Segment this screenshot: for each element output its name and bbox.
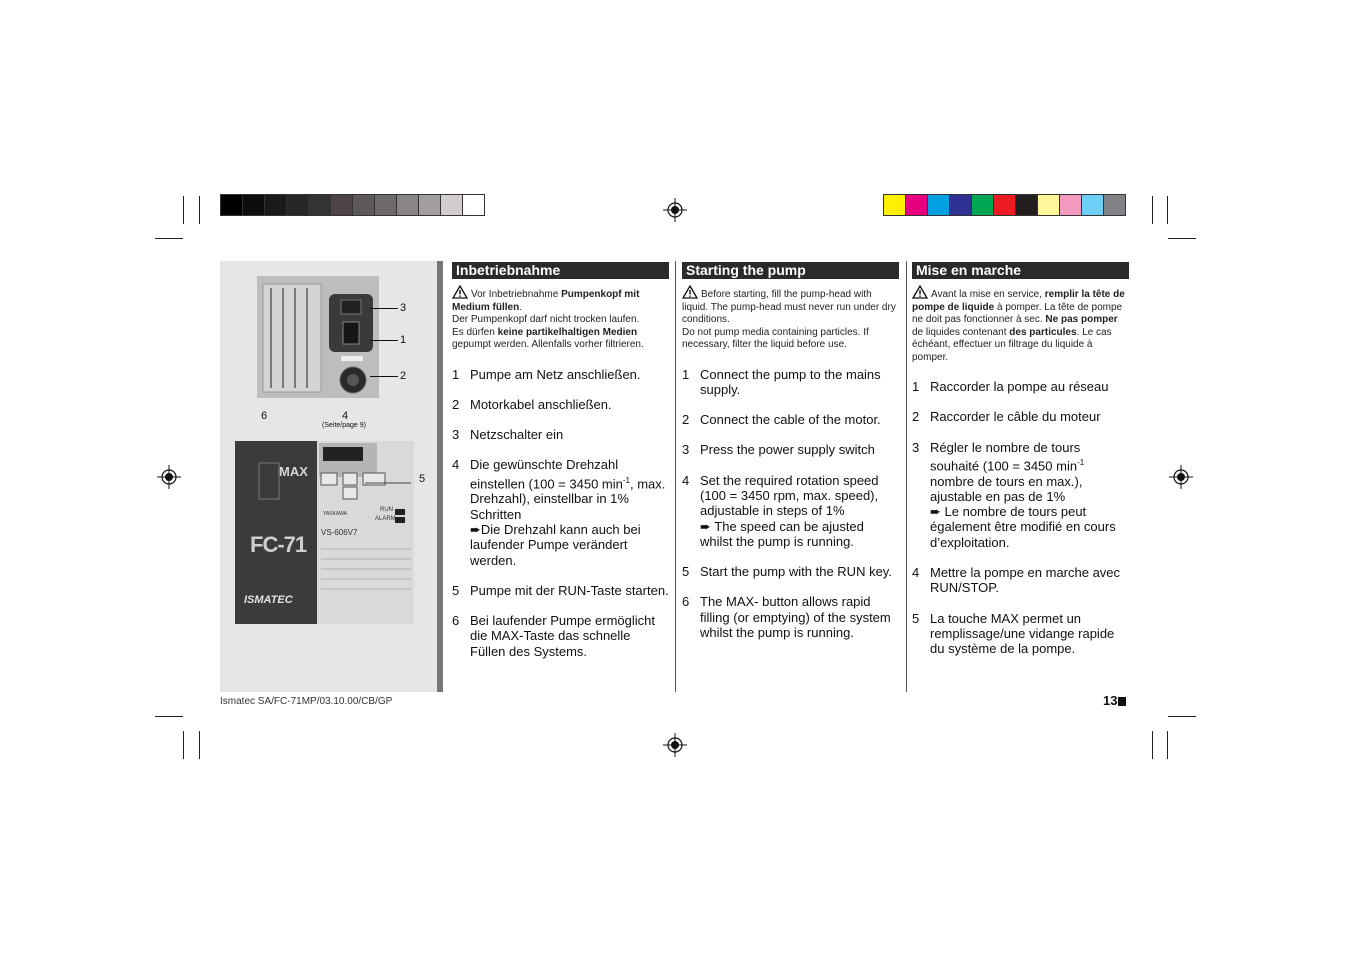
warning-text: Vor Inbetriebnahme: [471, 289, 562, 300]
column-english: [682, 262, 899, 655]
color-swatch: [418, 194, 441, 216]
step-number: 4: [682, 472, 690, 488]
list-item: [682, 442, 899, 457]
page-number-text: 13: [1103, 693, 1118, 708]
footer-doc-id: Ismatec SA/FC-71MP/03.10.00/CB/GP: [220, 696, 393, 707]
list-item: [912, 565, 1129, 596]
crop-mark: [155, 238, 183, 239]
color-swatch: [905, 194, 928, 216]
section-heading: Mise en marche: [912, 262, 1129, 279]
step-number: 2: [912, 409, 920, 425]
step-text: Die gewünschte Drehzahl einstellen (100 = 3450 min: [470, 457, 623, 492]
crop-mark: [1152, 731, 1153, 759]
step-text: Pumpe mit der RUN-Taste starten.: [470, 582, 669, 598]
step-text: The MAX- button allows rapid filling (or emptying) of the system whilst the pump is running.: [700, 594, 891, 641]
step-text: Mettre la pompe en marche avec RUN/STOP.: [930, 565, 1121, 596]
step-number: 3: [682, 442, 690, 458]
device-max-label: MAX: [279, 464, 308, 479]
step-text: Set the required rotation speed (100 = 3450 rpm, max. speed), adjustable in steps of 1%: [700, 472, 879, 519]
callout-4-note: (Seite/page 9): [322, 422, 366, 429]
crop-mark: [1168, 238, 1196, 239]
color-swatch: [286, 194, 309, 216]
step-text: Connect the pump to the mains supply.: [700, 366, 881, 397]
crop-mark: [1167, 196, 1168, 224]
list-item: [452, 457, 669, 567]
warning-text: Do not pump media containing particles. If necessary, filter the liquid before use.: [682, 326, 869, 350]
step-number: 6: [682, 594, 690, 610]
step-text: La touche MAX permet un remplissage/une vidange rapide du système de la pompe.: [930, 610, 1115, 657]
warning-note: [912, 285, 1129, 364]
warning-text: à pomper. La tête de pompe ne doit pas fonctionner à sec.: [912, 301, 1123, 325]
color-swatch: [396, 194, 419, 216]
warning-note: [452, 285, 669, 352]
arrow-right-icon: ➨: [700, 518, 715, 534]
step-text: Bei laufender Pumpe ermöglicht die MAX-Taste das schnelle Füllen des Systems.: [470, 613, 655, 659]
step-superscript: -1: [1077, 457, 1085, 467]
warning-text: gepumpt werden. Allenfalls vorher filtrieren.: [452, 339, 644, 350]
warning-text: de liquides contenant: [912, 326, 1010, 338]
crop-mark: [199, 196, 200, 224]
step-text: Press the power supply switch: [700, 442, 875, 458]
step-note: Die Drehzahl kann auch bei laufender Pumpe verändert werden.: [470, 521, 641, 568]
list-item: [452, 367, 669, 382]
callout-3: 3: [400, 302, 407, 314]
device-drive-label: VS-606V7: [321, 528, 358, 537]
color-swatch: [330, 194, 353, 216]
color-swatch: [242, 194, 265, 216]
step-text: Régler le nombre de tours souhaité (100 = 3450 min: [930, 439, 1081, 474]
crop-mark: [155, 716, 183, 717]
arrow-right-icon: ➨: [470, 521, 481, 537]
step-text: Raccorder le câble du moteur: [930, 409, 1101, 425]
registration-mark-icon: [1169, 465, 1193, 489]
steps-list: [682, 367, 899, 641]
column-rule: [906, 261, 907, 692]
registration-mark-icon: [157, 465, 181, 489]
warning-text: Es dürfen: [452, 326, 498, 338]
color-swatch: [352, 194, 375, 216]
step-number: 6: [452, 613, 460, 629]
warning-text: Avant la mise en service,: [931, 289, 1045, 300]
device-model-label: FC-71: [250, 532, 307, 557]
warning-note: [682, 285, 899, 352]
step-text: nombre de tours en max.), ajustable en pas de 1%: [930, 473, 1083, 504]
color-swatch: [1081, 194, 1104, 216]
color-swatch: [264, 194, 287, 216]
step-number: 2: [452, 396, 460, 412]
list-item: [682, 367, 899, 398]
callout-4: 4: [342, 410, 349, 422]
column-rule: [675, 261, 676, 692]
warning-bold: keine partikelhaltigen Medien: [497, 326, 638, 338]
arrow-right-icon: ➨: [930, 504, 945, 520]
list-item: [682, 473, 899, 549]
warning-text: Before starting, fill the pump-head with liquid. The pump-head must never run under dry conditions.: [682, 289, 896, 325]
figure-divider-bar: [437, 261, 443, 692]
color-swatch: [883, 194, 906, 216]
step-number: 5: [452, 582, 460, 598]
color-swatch: [440, 194, 463, 216]
color-swatch: [1103, 194, 1126, 216]
step-text: Pumpe am Netz anschließen.: [470, 366, 641, 382]
color-swatch: [308, 194, 331, 216]
page-number: [1103, 693, 1126, 708]
warning-bold: remplir la tête de pompe de liquide: [912, 289, 1125, 313]
step-number: 4: [452, 457, 460, 473]
warning-bold: Ne pas pomper: [1045, 314, 1118, 325]
color-swatch: [462, 194, 485, 216]
color-swatch: [1015, 194, 1038, 216]
step-number: 1: [452, 366, 460, 382]
figure-panel: [220, 261, 437, 692]
warning-text: .: [519, 301, 523, 313]
step-number: 1: [912, 379, 920, 394]
step-text: Connect the cable of the motor.: [700, 412, 881, 428]
warning-bold: des particules: [1009, 326, 1077, 338]
list-item: [682, 412, 899, 427]
registration-mark-icon: [663, 198, 687, 222]
step-text: Raccorder la pompe au réseau: [930, 379, 1109, 394]
warning-bold: Pumpenkopf mit Medium füllen: [452, 289, 640, 313]
color-swatch: [374, 194, 397, 216]
color-swatch: [971, 194, 994, 216]
list-item: [912, 409, 1129, 424]
warning-triangle-icon: [682, 285, 698, 299]
warning-triangle-icon: [912, 285, 928, 299]
callout-1: 1: [400, 334, 407, 346]
crop-mark: [1167, 731, 1168, 759]
list-item: [452, 397, 669, 412]
crop-mark: [183, 731, 184, 759]
step-text: Netzschalter ein: [470, 427, 564, 443]
leader-line: [370, 308, 398, 309]
steps-list: [912, 379, 1129, 656]
list-item: [682, 594, 899, 640]
section-heading: Inbetriebnahme: [452, 262, 669, 279]
color-swatch: [949, 194, 972, 216]
color-swatch: [927, 194, 950, 216]
step-number: 4: [912, 565, 920, 580]
color-swatch: [220, 194, 243, 216]
step-note: Le nombre de tours peut également être modifié en cours d’exploitation.: [930, 504, 1116, 550]
step-superscript: -1: [622, 475, 630, 485]
callout-5: 5: [419, 473, 426, 485]
device-brand-logo: ISMATEC: [244, 594, 293, 606]
leader-line: [370, 340, 398, 341]
leader-line: [370, 376, 398, 377]
color-swatch: [993, 194, 1016, 216]
crop-mark: [199, 731, 200, 759]
device-run-label: RUN: [380, 507, 393, 513]
list-item: [912, 379, 1129, 394]
warning-text: Der Pumpenkopf darf nicht trocken laufen.: [452, 314, 640, 325]
step-number: 2: [682, 412, 690, 428]
list-item: [452, 583, 669, 598]
list-item: [912, 611, 1129, 657]
step-number: 1: [682, 366, 690, 382]
color-swatch: [1059, 194, 1082, 216]
step-note: The speed can be ajusted whilst the pump is running.: [700, 518, 864, 549]
steps-list: [452, 367, 669, 659]
registration-mark-icon: [663, 733, 687, 757]
section-heading: Starting the pump: [682, 262, 899, 279]
callout-2: 2: [400, 370, 407, 382]
crop-mark: [1152, 196, 1153, 224]
step-text: , max. Drehzahl), einstellbar in 1% Schritten: [470, 476, 666, 522]
callout-6: 6: [261, 410, 268, 422]
warning-text: . Le cas échéant, effectuer un filtrage du liquide à pomper.: [912, 326, 1112, 363]
step-number: 3: [452, 427, 460, 443]
list-item: [682, 564, 899, 579]
device-maker-label: YASKAWA: [323, 511, 347, 517]
crop-mark: [183, 196, 184, 224]
list-item: [452, 613, 669, 659]
crop-mark: [1168, 716, 1196, 717]
step-text: Motorkabel anschließen.: [470, 396, 612, 412]
color-swatch: [1037, 194, 1060, 216]
pump-rear-panel-photo: [257, 276, 379, 398]
step-number: 3: [912, 439, 920, 455]
step-number: 5: [912, 610, 920, 626]
device-alarm-label: ALARM: [375, 516, 396, 522]
list-item: [452, 427, 669, 442]
page-marker: [1118, 697, 1126, 706]
warning-triangle-icon: [452, 285, 468, 299]
step-number: 5: [682, 564, 690, 580]
column-french: [912, 262, 1129, 671]
list-item: [912, 440, 1129, 550]
column-german: [452, 262, 669, 674]
step-text: Start the pump with the RUN key.: [700, 564, 892, 580]
